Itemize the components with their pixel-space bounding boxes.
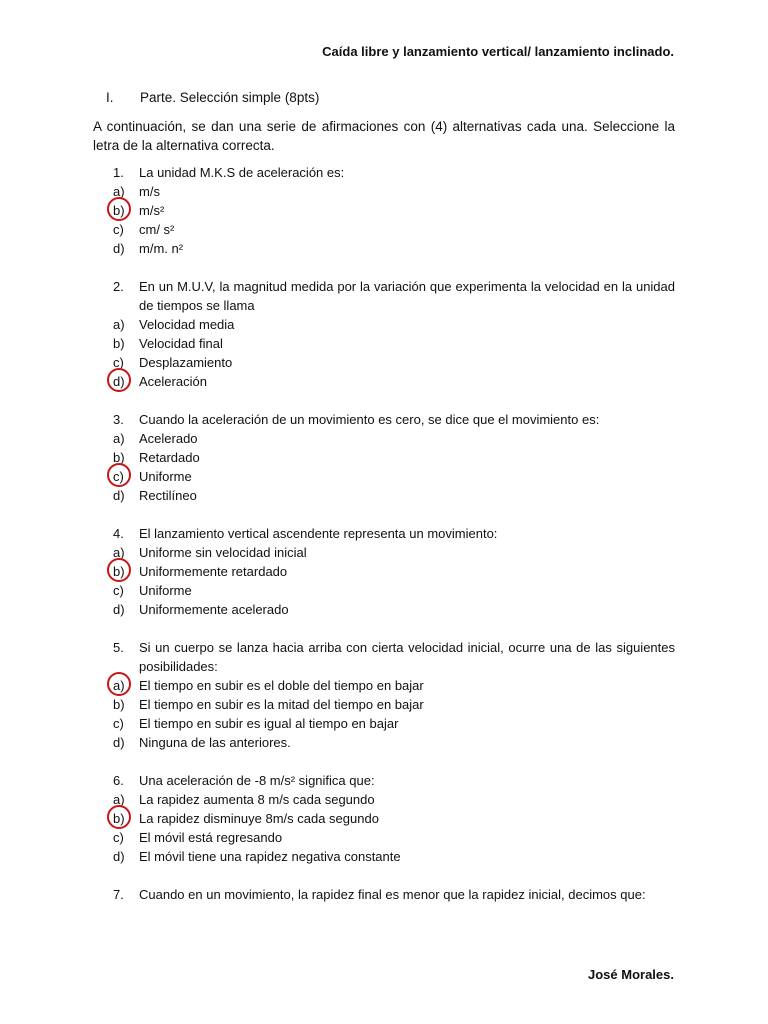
answer-option: [113, 676, 675, 695]
question-text: El lanzamiento vertical ascendente representa un movimiento:: [139, 526, 498, 541]
option-text: Velocidad media: [139, 317, 235, 332]
option-list: [113, 182, 675, 258]
option-list: [113, 429, 675, 505]
option-letter: d): [113, 241, 125, 256]
question-text: Una aceleración de -8 m/s² significa que:: [139, 773, 375, 788]
option-text: Desplazamiento: [139, 355, 233, 370]
option-text: m/m. n²: [139, 241, 184, 256]
option-letter: b): [113, 203, 125, 218]
question-number: 1.: [113, 165, 124, 180]
option-text: Uniforme: [139, 583, 192, 598]
question-item: [113, 524, 675, 619]
option-letter: b): [113, 450, 125, 465]
option-letter: c): [113, 469, 124, 484]
answer-option: [113, 334, 675, 353]
option-letter: c): [113, 222, 124, 237]
option-text: Acelerado: [139, 431, 198, 446]
answer-option: [113, 372, 675, 391]
question-number: 7.: [113, 887, 124, 902]
question-text: Si un cuerpo se lanza hacia arriba con cierta velocidad inicial, ocurre una de las siguientes posibilidades:: [139, 640, 675, 674]
answer-option: [113, 790, 675, 809]
option-text: m/s²: [139, 203, 165, 218]
answer-option: [113, 714, 675, 733]
answer-option: [113, 847, 675, 866]
question-stem: [113, 524, 675, 543]
option-list: [113, 543, 675, 619]
answer-option: [113, 220, 675, 239]
question-stem: [113, 771, 675, 790]
option-list: [113, 790, 675, 866]
option-letter: b): [113, 697, 125, 712]
answer-option: [113, 543, 675, 562]
section-title: [106, 88, 319, 107]
selected-answer-circle-icon: [107, 197, 131, 221]
option-text: Velocidad final: [139, 336, 223, 351]
question-item: [113, 410, 675, 505]
answer-option: [113, 695, 675, 714]
question-stem: [113, 277, 675, 315]
author-signature: José Morales.: [588, 967, 674, 982]
question-stem: [113, 410, 675, 429]
answer-option: [113, 733, 675, 752]
answer-option: [113, 201, 675, 220]
question-item: [113, 885, 675, 904]
option-text: Retardado: [139, 450, 200, 465]
selected-answer-circle-icon: [107, 558, 131, 582]
question-stem: [113, 163, 675, 182]
answer-option: [113, 581, 675, 600]
option-text: Ninguna de las anteriores.: [139, 735, 291, 750]
option-letter: a): [113, 431, 125, 446]
question-item: [113, 163, 675, 258]
option-text: cm/ s²: [139, 222, 175, 237]
answer-option: [113, 182, 675, 201]
option-text: Uniformemente acelerado: [139, 602, 289, 617]
question-number: 2.: [113, 279, 124, 294]
question-list: [113, 163, 675, 923]
answer-option: [113, 562, 675, 581]
option-letter: c): [113, 583, 124, 598]
question-item: [113, 277, 675, 391]
answer-option: [113, 828, 675, 847]
option-text: El móvil está regresando: [139, 830, 283, 845]
option-letter: b): [113, 811, 125, 826]
option-text: El móvil tiene una rapidez negativa constante: [139, 849, 401, 864]
section-title-text: Parte. Selección simple (8pts): [140, 90, 320, 105]
answer-option: [113, 486, 675, 505]
section-roman-numeral: I.: [106, 90, 114, 105]
option-text: Uniforme: [139, 469, 192, 484]
question-number: 3.: [113, 412, 124, 427]
option-letter: d): [113, 735, 125, 750]
question-text: Cuando en un movimiento, la rapidez final es menor que la rapidez inicial, decimos que:: [139, 887, 646, 902]
answer-option: [113, 467, 675, 486]
option-letter: c): [113, 355, 124, 370]
question-text: Cuando la aceleración de un movimiento es cero, se dice que el movimiento es:: [139, 412, 600, 427]
option-letter: a): [113, 678, 125, 693]
option-text: La rapidez disminuye 8m/s cada segundo: [139, 811, 379, 826]
answer-option: [113, 448, 675, 467]
answer-option: [113, 809, 675, 828]
selected-answer-circle-icon: [107, 805, 131, 829]
option-letter: c): [113, 716, 124, 731]
option-letter: a): [113, 545, 125, 560]
option-letter: d): [113, 602, 125, 617]
question-text: La unidad M.K.S de aceleración es:: [139, 165, 345, 180]
answer-option: [113, 315, 675, 334]
answer-option: [113, 239, 675, 258]
question-text: En un M.U.V, la magnitud medida por la variación que experimenta la velocidad en la unidad de tiempos se llama: [139, 279, 675, 313]
instructions-paragraph: A continuación, se dan una serie de afirmaciones con (4) alternativas cada una. Seleccione la letra de la alternativa correcta.: [93, 119, 675, 153]
answer-option: [113, 429, 675, 448]
question-item: [113, 771, 675, 866]
option-text: El tiempo en subir es igual al tiempo en bajar: [139, 716, 399, 731]
option-letter: b): [113, 564, 125, 579]
option-text: Uniformemente retardado: [139, 564, 288, 579]
question-item: [113, 638, 675, 752]
option-text: Rectilíneo: [139, 488, 197, 503]
option-text: m/s: [139, 184, 160, 199]
option-list: [113, 315, 675, 391]
selected-answer-circle-icon: [107, 672, 131, 696]
document-header-title: Caída libre y lanzamiento vertical/ lanzamiento inclinado.: [322, 44, 674, 59]
option-text: El tiempo en subir es la mitad del tiempo en bajar: [139, 697, 424, 712]
option-letter: a): [113, 792, 125, 807]
option-text: Uniforme sin velocidad inicial: [139, 545, 307, 560]
option-letter: d): [113, 849, 125, 864]
option-letter: c): [113, 830, 124, 845]
option-text: Aceleración: [139, 374, 207, 389]
option-text: La rapidez aumenta 8 m/s cada segundo: [139, 792, 375, 807]
option-letter: b): [113, 336, 125, 351]
option-list: [113, 676, 675, 752]
question-number: 4.: [113, 526, 124, 541]
question-number: 6.: [113, 773, 124, 788]
selected-answer-circle-icon: [107, 463, 131, 487]
question-stem: [113, 638, 675, 676]
option-letter: d): [113, 374, 125, 389]
option-letter: d): [113, 488, 125, 503]
answer-option: [113, 600, 675, 619]
answer-option: [113, 353, 675, 372]
selected-answer-circle-icon: [107, 368, 131, 392]
option-letter: a): [113, 317, 125, 332]
option-letter: a): [113, 184, 125, 199]
option-text: El tiempo en subir es el doble del tiempo en bajar: [139, 678, 424, 693]
question-stem: [113, 885, 675, 904]
question-number: 5.: [113, 640, 124, 655]
